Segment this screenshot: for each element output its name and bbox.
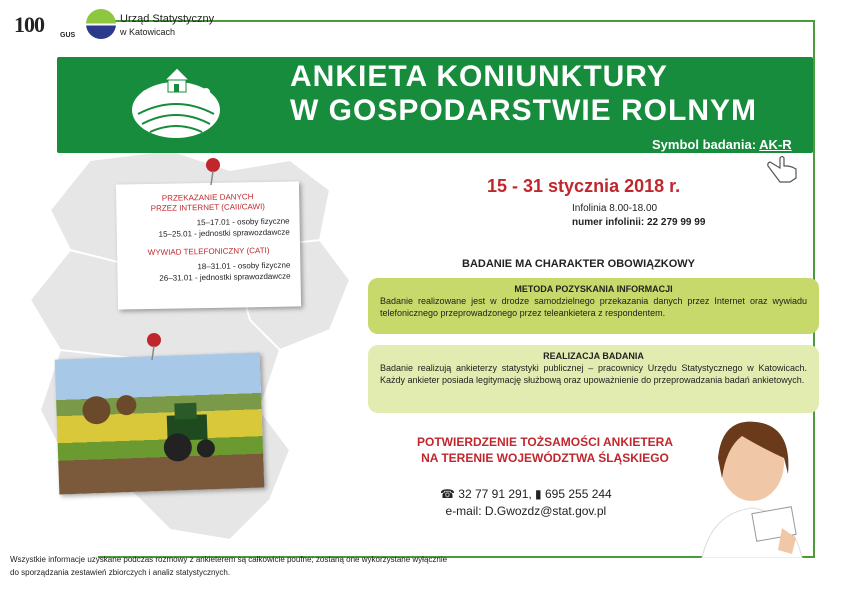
confidentiality-notice: Wszystkie informacje uzyskane podczas rozmowy z ankieterem są całkowicie poufne; zostaną one wykorzystane wyłącznie do sporządzania zestawień zbiorczych i analiz statystycznych. [10, 555, 448, 577]
office-name: Urząd Statystyczny w Katowicach [120, 13, 215, 37]
method-box: METODA POZYSKANIA INFORMACJI Badanie realizowane jest w drodze samodzielnego przekazania danych przez Internet oraz wywiadu telefonicznego przeprowadzonego przez teleankietera z respondentem. [368, 278, 819, 334]
tractor-photo [55, 352, 265, 494]
pushpin-icon [142, 331, 166, 361]
interviewer-photo [692, 418, 812, 558]
mobile-icon: ▮ [535, 487, 542, 501]
pushpin-icon [201, 156, 225, 186]
schedule-note: PRZEKAZANIE DANYCH PRZEZ INTERNET (CAII/CAWI) 15–17.01 - osoby fizyczne 15–25.01 - jednostki sprawozdawcze WYWIAD TELEFONICZNY (CATI) 18–31.01 - osoby fizyczne 26–31.01 - jednostki sprawozdawcze [116, 181, 301, 309]
realization-box: REALIZACJA BADANIA Badanie realizują ankieterzy statystyki publicznej – pracownicy Urzędu Statystycznego w Katowicach. Każdy ankieter posiada legitymację służbową oraz upoważnienie do przeprowadzania badań ankietowych. [368, 345, 819, 413]
survey-symbol: Symbol badania: AK-R [652, 137, 792, 152]
symbol-link[interactable]: AK-R [759, 137, 792, 152]
survey-dates: 15 - 31 stycznia 2018 r. [487, 176, 681, 196]
hotline-info: Infolinia 8.00-18.00 numer infolinii: 22 279 99 99 [572, 203, 706, 228]
centenary-logo: 100 GUS [14, 12, 76, 39]
identity-confirmation: POTWIERDZENIE TOŻSAMOŚCI ANKIETERA NA TERENIE WOJEWÓDZTWA ŚLĄSKIEGO [416, 435, 673, 465]
email-link[interactable]: D.Gwozdz@stat.gov.pl [484, 504, 607, 518]
mobile-number[interactable]: 695 255 244 [545, 487, 612, 501]
pointing-hand-icon [766, 154, 800, 184]
contact-info: ☎ 32 77 91 291, ▮ 695 255 244 e-mail: D.Gwozdz@stat.gov.pl [440, 487, 612, 518]
gus-logo-icon [86, 9, 116, 39]
phone-number[interactable]: 32 77 91 291, [458, 487, 532, 501]
obligatory-notice: BADANIE MA CHARAKTER OBOWIĄZKOWY [462, 258, 696, 270]
farm-icon [128, 64, 224, 144]
survey-title: ANKIETA KONIUNKTURY W GOSPODARSTWIE ROLNYM [290, 60, 757, 127]
phone-icon: ☎ [440, 487, 455, 501]
